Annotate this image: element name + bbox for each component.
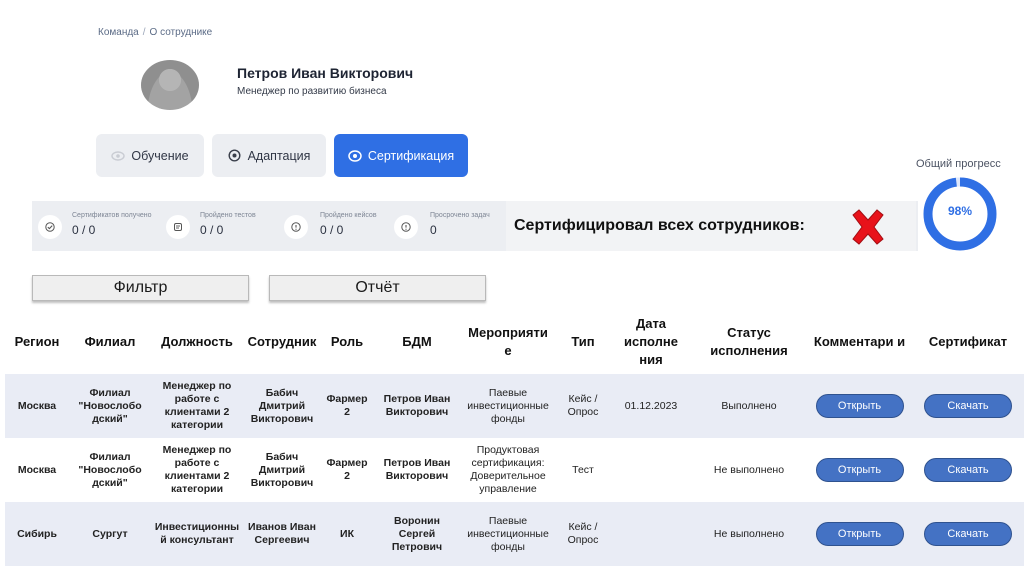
cell-bdm: Петров Иван Викторович [373, 374, 461, 438]
open-comments-button[interactable]: Открыть [816, 394, 904, 418]
table-row [5, 502, 1024, 566]
cell-status: Выполнено [691, 374, 807, 438]
tab-adaptation[interactable] [212, 134, 326, 177]
cell-employee: Бабич Дмитрий Викторович [243, 374, 321, 438]
certified-all-label: Сертифицировал всех сотрудников: [514, 217, 805, 234]
cell-employee: Бабич Дмитрий Викторович [250, 450, 314, 489]
certification-table [5, 310, 1024, 566]
gear-icon [228, 149, 242, 163]
column-header: Сертификат [928, 334, 1008, 349]
progress-title: Общий прогресс [916, 158, 1001, 170]
progress-value: 98% [947, 204, 973, 218]
column-header: Регион [14, 334, 60, 349]
cell-certificate [912, 502, 1024, 566]
eye-icon [111, 149, 125, 163]
stat-label-overdue: Просрочено задач [430, 212, 490, 219]
cell-region: Сибирь [5, 502, 69, 566]
info-icon [394, 215, 418, 239]
certificate-icon [348, 149, 362, 163]
cell-date [611, 502, 691, 566]
cell-status: Не выполнено [691, 502, 807, 566]
column-header: Должность [161, 334, 233, 349]
cell-branch: Сургут [69, 502, 151, 566]
cell-branch: Филиал "Новослобо дский" [69, 374, 151, 438]
cell-bdm: Петров Иван Викторович [383, 457, 451, 482]
cell-position: Менеджер по работе с клиентами 2 категории [151, 374, 243, 438]
employee-position: Менеджер по развитию бизнеса [237, 86, 387, 97]
cell-bdm: Воронин Сергей Петрович [373, 502, 461, 566]
avatar [141, 60, 199, 110]
cell-employee: Иванов Иван Сергеевич [243, 502, 321, 566]
employee-name: Петров Иван Викторович [237, 65, 414, 81]
cell-branch: Филиал "Новослобо дский" [78, 450, 142, 489]
column-header: Сотрудник [247, 334, 317, 349]
cell-comments [807, 502, 912, 566]
stat-value-tests: 0 / 0 [200, 223, 224, 237]
column-header: Дата исполне ния [623, 316, 679, 367]
red-cross-icon [849, 207, 887, 247]
stat-value-certificates: 0 / 0 [72, 223, 96, 237]
cell-position: Менеджер по работе с клиентами 2 категории [162, 444, 232, 495]
cell-role: Фармер 2 [326, 457, 368, 482]
cell-comments [807, 374, 912, 438]
column-header: Роль [330, 334, 364, 349]
tab-label: Адаптация [247, 148, 311, 163]
column-header: БДМ [402, 334, 432, 349]
check-icon [38, 215, 62, 239]
table-row [5, 374, 1024, 438]
column-header: Статус исполнения [710, 325, 788, 358]
cell-event: Паевые инвестиционные фонды [461, 502, 555, 566]
cell-role: Фармер 2 [321, 374, 373, 438]
stat-value-cases: 0 / 0 [320, 223, 344, 237]
cell-region: Москва [5, 374, 69, 438]
info-icon [284, 215, 308, 239]
cell-status: Не выполнено [713, 463, 785, 476]
download-certificate-button[interactable]: Скачать [924, 458, 1012, 482]
cell-date [611, 438, 691, 502]
cell-role: ИК [321, 502, 373, 566]
cell-position: Инвестиционны й консультант [151, 502, 243, 566]
download-certificate-button[interactable]: Скачать [924, 522, 1012, 546]
report-button[interactable]: Отчёт [269, 275, 486, 301]
stat-value-overdue: 0 [430, 223, 437, 237]
stat-label-certificates: Сертификатов получено [72, 212, 152, 219]
breadcrumb-current: О сотруднике [149, 27, 213, 38]
column-header: Комментари и [813, 334, 906, 349]
tab-label: Обучение [131, 148, 189, 163]
cell-type: Тест [572, 463, 594, 476]
column-header: Филиал [84, 334, 136, 349]
column-header: Тип [571, 334, 595, 349]
download-certificate-button[interactable]: Скачать [924, 394, 1012, 418]
stat-label-tests: Пройдено тестов [200, 212, 256, 219]
cell-certificate [912, 438, 1024, 502]
cell-comments [807, 438, 912, 502]
breadcrumb-separator: / [142, 27, 146, 38]
filter-button[interactable]: Фильтр [32, 275, 249, 301]
cell-certificate [912, 374, 1024, 438]
tab-learning[interactable] [96, 134, 204, 177]
open-comments-button[interactable]: Открыть [816, 458, 904, 482]
cell-date: 01.12.2023 [611, 374, 691, 438]
breadcrumb-link-team[interactable]: Команда [98, 27, 139, 38]
cell-event: Продуктовая сертификация: Доверительное управление [470, 444, 546, 495]
table-row [5, 438, 1024, 502]
open-comments-button[interactable]: Открыть [816, 522, 904, 546]
cell-type: Кейс / Опрос [555, 502, 611, 566]
breadcrumb [98, 27, 212, 38]
column-header: Мероприяти е [468, 325, 548, 358]
cell-event: Паевые инвестиционные фонды [461, 374, 555, 438]
cell-region: Москва [17, 463, 57, 476]
test-icon [166, 215, 190, 239]
table-header-row [5, 310, 1024, 374]
cell-type: Кейс / Опрос [555, 374, 611, 438]
tab-certification[interactable] [334, 134, 468, 177]
stat-label-cases: Пройдено кейсов [320, 212, 377, 219]
tab-label: Сертификация [367, 148, 455, 163]
